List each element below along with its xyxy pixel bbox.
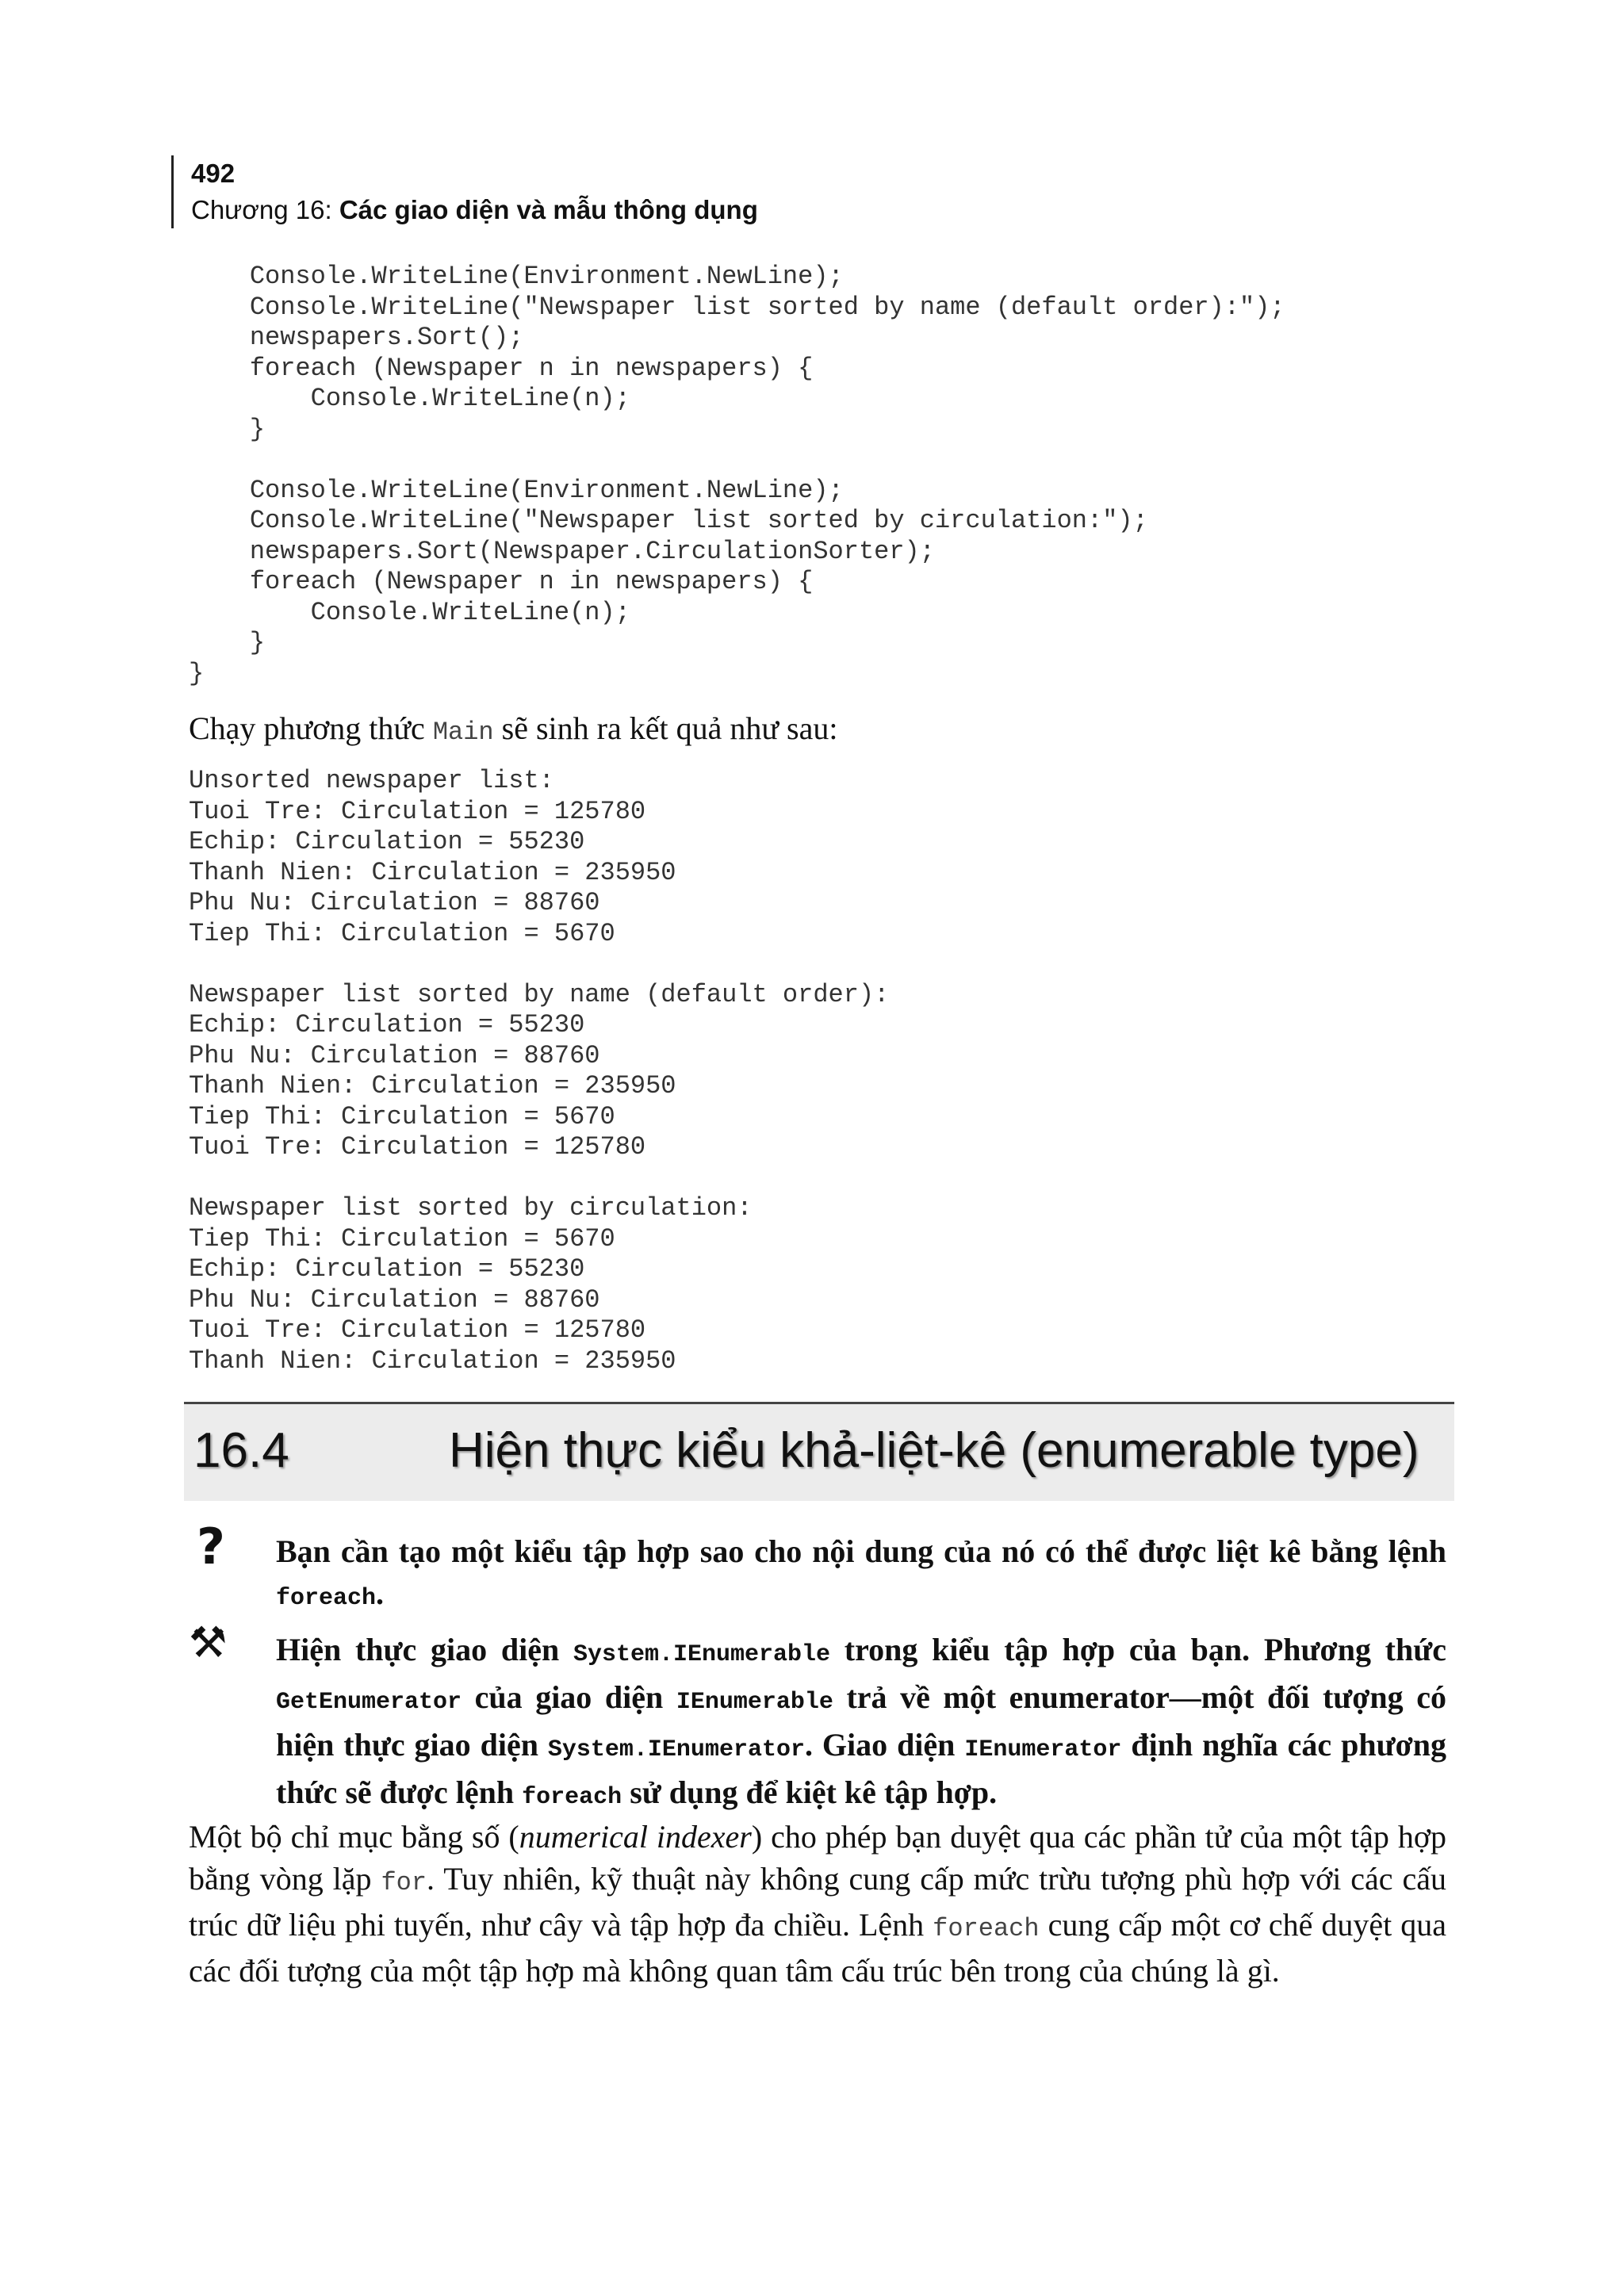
problem-text: Bạn cần tạo một kiểu tập hợp sao cho nội dung của nó có thể được liệt kê bằng lệnh (276, 1533, 1446, 1569)
solution-text: trả về một enumerator—một đối tượng có hiện thực giao diện (276, 1679, 1446, 1763)
code-line: foreach (Newspaper n in newspapers) { (189, 353, 814, 383)
code-line: Thanh Nien: Circulation = 235950 (189, 1346, 676, 1376)
paragraph-text: . Tuy nhiên, kỹ thuật này không cung cấp mức trừu tượng phù hợp với các cấu trúc dữ liệu phi tuyến, như cây và tập hợp đa chiều. Lệnh (189, 1861, 1446, 1943)
code-line: Console.WriteLine(Environment.NewLine); (189, 262, 844, 291)
code-line: Unsorted newspaper list: (189, 766, 554, 795)
paragraph-text: cung cấp một cơ chế duyệt qua các đối tượng của một tập hợp mà không quan tâm cấu trúc bên trong của chúng là gì. (189, 1907, 1446, 1989)
section-title: Hiện thực kiểu khả-liệt-kê (enumerable type) (449, 1423, 1419, 1478)
run-sentence (189, 708, 837, 753)
body-paragraph (189, 1816, 1446, 1992)
run-sentence-text: Chạy phương thức (189, 710, 433, 746)
code-line: } (189, 414, 266, 444)
problem-text: . (376, 1575, 385, 1611)
inline-code: IEnumerator (964, 1736, 1122, 1763)
code-line: Tuoi Tre: Circulation = 125780 (189, 1315, 646, 1345)
inline-code: for (381, 1868, 427, 1897)
code-line: Tiep Thi: Circulation = 5670 (189, 1101, 615, 1131)
code-line: newspapers.Sort(Newspaper.CirculationSorter); (189, 536, 935, 566)
section-number: 16.4 (193, 1423, 289, 1478)
code-listing (189, 262, 1285, 689)
chapter-heading (191, 192, 758, 228)
question-mark-icon: ? (197, 1518, 225, 1575)
solution-text: định nghĩa các phương thức sẽ được lệnh (276, 1727, 1447, 1810)
code-line: Echip: Circulation = 55230 (189, 1010, 585, 1039)
problem-statement (276, 1530, 1446, 1620)
tools-icon: ⚒ (189, 1617, 228, 1667)
inline-code: foreach (522, 1784, 622, 1811)
code-line: Console.WriteLine("Newspaper list sorted by name (default order):"); (189, 292, 1285, 322)
code-line: Echip: Circulation = 55230 (189, 827, 585, 856)
code-line: Phu Nu: Circulation = 88760 (189, 1040, 600, 1070)
code-line: Console.WriteLine(n); (189, 597, 630, 627)
solution-text: của giao diện (462, 1679, 676, 1715)
code-line: Thanh Nien: Circulation = 235950 (189, 857, 676, 887)
chapter-title: Các giao diện và mẫu thông dụng (339, 195, 758, 224)
inline-code: foreach (933, 1914, 1040, 1943)
code-line: newspapers.Sort(); (189, 323, 524, 352)
paragraph-text: ) cho phép bạn duyệt qua các phần tử của một tập hợp bằng vòng lặp (189, 1819, 1446, 1897)
page-number: 492 (191, 159, 236, 188)
solution-text: Hiện thực giao diện (276, 1632, 573, 1667)
chapter-prefix: Chương 16: (191, 195, 339, 224)
code-line: Console.WriteLine(Environment.NewLine); (189, 475, 844, 505)
solution-text: sử dụng để kiệt kê tập hợp. (622, 1774, 998, 1810)
code-line: Tiep Thi: Circulation = 5670 (189, 1223, 615, 1254)
inline-code: GetEnumerator (276, 1689, 462, 1716)
solution-text: trong kiểu tập hợp của bạn. Phương thức (830, 1632, 1447, 1667)
inline-code: foreach (276, 1585, 377, 1612)
code-line: Thanh Nien: Circulation = 235950 (189, 1071, 676, 1101)
emphasis-text: numerical indexer (519, 1819, 752, 1855)
inline-code: System.IEnumerable (573, 1641, 831, 1668)
code-line: Tuoi Tre: Circulation = 125780 (189, 796, 646, 826)
console-output (189, 766, 889, 1376)
code-line: Newspaper list sorted by name (default order): (189, 979, 890, 1009)
code-line: Tuoi Tre: Circulation = 125780 (189, 1132, 646, 1162)
code-line: } (189, 658, 205, 688)
paragraph-text: Một bộ chỉ mục bằng số ( (189, 1819, 519, 1855)
solution-text: . Giao diện (804, 1727, 965, 1763)
inline-code: IEnumerable (676, 1689, 833, 1716)
run-sentence-text: sẽ sinh ra kết quả như sau: (493, 710, 838, 746)
inline-code: Main (432, 718, 494, 747)
code-line: Console.WriteLine(n); (189, 384, 630, 413)
code-line: } (189, 628, 266, 657)
code-line: foreach (Newspaper n in newspapers) { (189, 567, 814, 596)
code-line: Phu Nu: Circulation = 88760 (189, 888, 600, 917)
solution-statement (276, 1629, 1446, 1819)
page-header (171, 155, 758, 228)
code-line: Echip: Circulation = 55230 (189, 1254, 585, 1284)
code-line: Tiep Thi: Circulation = 5670 (189, 918, 615, 948)
code-line: Console.WriteLine("Newspaper list sorted by circulation:"); (189, 506, 1148, 535)
inline-code: System.IEnumerator (547, 1736, 805, 1763)
code-line: Newspaper list sorted by circulation: (189, 1193, 753, 1223)
code-line: Phu Nu: Circulation = 88760 (189, 1284, 600, 1315)
